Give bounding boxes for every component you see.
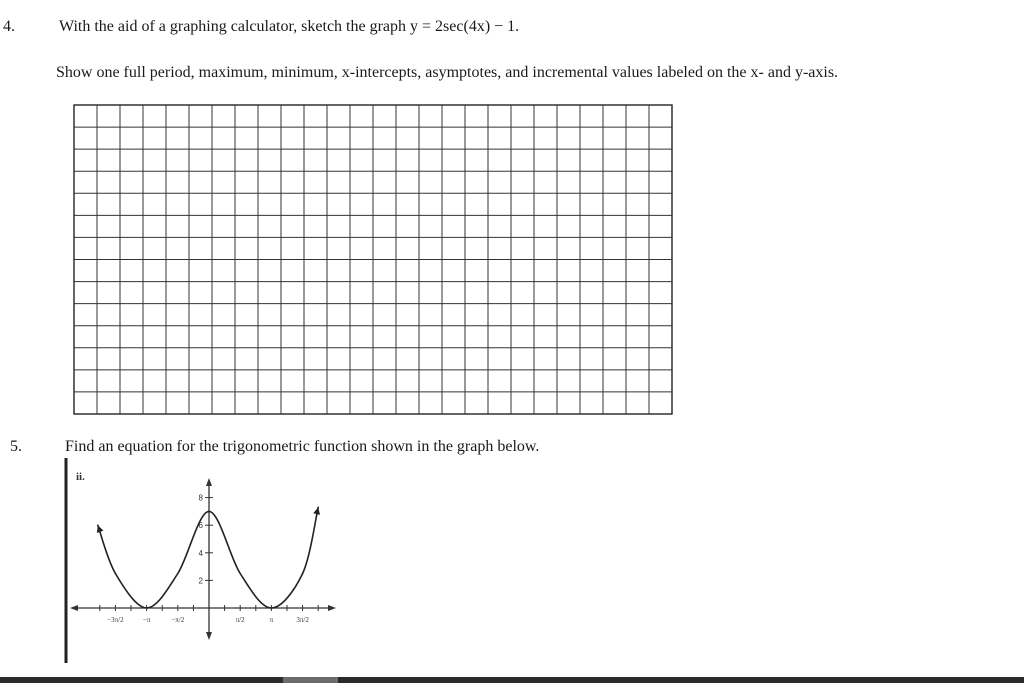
data-point [317, 506, 319, 508]
horizontal-scrollbar[interactable] [0, 677, 1024, 683]
graph-svg [64, 458, 354, 668]
x-tick-label: π/2 [235, 616, 245, 624]
y-tick-label: 4 [198, 548, 203, 558]
function-curve [98, 507, 318, 608]
x-axis-arrow-right [328, 605, 336, 611]
blank-graph-grid [73, 104, 673, 420]
y-axis-arrow-down [206, 632, 212, 640]
x-tick-label: −3π/2 [107, 616, 124, 624]
data-point [302, 573, 304, 575]
y-tick-label: 6 [198, 521, 203, 531]
graph-label: ii. [76, 471, 85, 483]
question-5-prompt: Find an equation for the trigonometric function shown in the graph below. [65, 438, 540, 455]
question-4-number: 4. [3, 18, 15, 35]
y-axis-arrow-up [206, 478, 212, 486]
x-tick-label: −π/2 [171, 616, 185, 624]
x-tick-label: −π [142, 616, 151, 624]
data-point [208, 511, 210, 513]
x-axis-arrow-left [70, 605, 78, 611]
data-point [146, 607, 148, 609]
scrollbar-thumb[interactable] [283, 677, 338, 683]
grid-svg [73, 104, 673, 415]
data-point [97, 524, 99, 526]
question-4-instructions: Show one full period, maximum, minimum, x-intercepts, asymptotes, and incremental values labeled on the x- and y-axis. [56, 64, 839, 81]
data-point [239, 573, 241, 575]
data-point [271, 607, 273, 609]
x-tick-label: 3π/2 [296, 616, 309, 624]
x-tick-label: π [269, 616, 274, 624]
trig-function-graph [64, 458, 354, 673]
data-point [177, 573, 179, 575]
y-tick-label: 8 [198, 493, 203, 503]
curve-arrow-right [313, 507, 320, 515]
question-4-prompt: With the aid of a graphing calculator, sketch the graph y = 2sec(4x) − 1. [59, 18, 520, 35]
question-5-number: 5. [10, 438, 22, 455]
y-tick-label: 2 [198, 576, 203, 586]
data-point [115, 573, 117, 575]
